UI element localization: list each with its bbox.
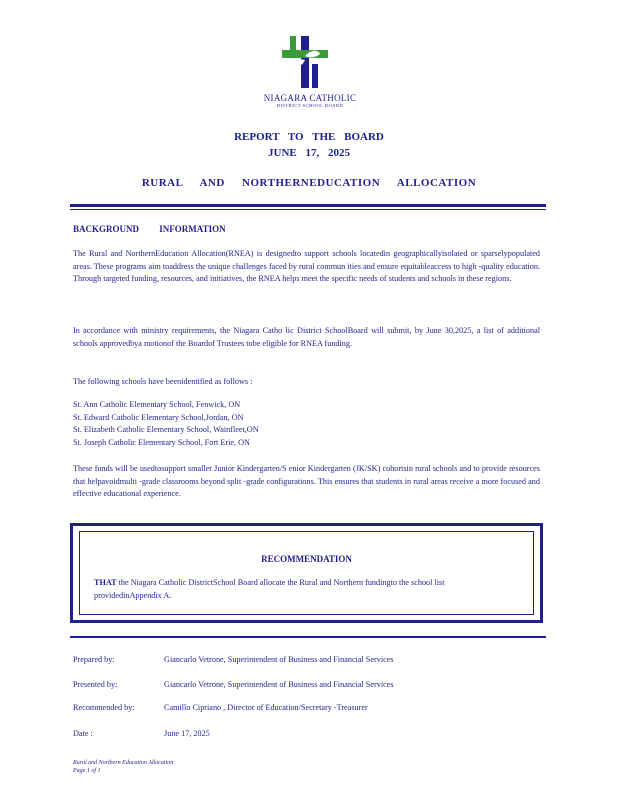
footer-title: Rural and Northern Education Allocation [73, 760, 174, 766]
school-list-item: St. Ann Catholic Elementary School, Fenwick, ON [73, 400, 241, 409]
logo-blue-bar [312, 64, 318, 88]
background-paragraph-3: The following schools have beenidentified as follows : [73, 377, 253, 386]
recommendation-box [70, 523, 543, 623]
top-rule-thick [70, 204, 546, 207]
recommended-by-row [73, 703, 368, 712]
recommendation-text [94, 577, 503, 602]
date-row [73, 729, 210, 738]
bottom-rule [70, 636, 546, 638]
report-subtitle: RURAL AND NORTHERNEDUCATION ALLOCATION [141, 177, 477, 189]
presented-by-label: Presented by: [73, 680, 118, 689]
report-date: JUNE 17, 2025 [268, 147, 350, 159]
recommendation-inner-border [79, 531, 534, 615]
background-paragraph-1: The Rural and NorthernEducation Allocation(RNEA) is designedto support schools locatedin geographicallyisolated or sparselypopulated areas. These programs aim toaddress the unique challenges faced by rural commun ities and ensure equitableaccess to high -quality education. Through targeted funding, resources, and initiatives, the RNEA helps meet the specific needs of students and schools in these regions. [73, 249, 540, 283]
prepared-by-label: Prepared by: [73, 655, 115, 664]
presented-by-row [73, 680, 394, 689]
recommended-by-value: Camillo Cipriano , Director of Education/Secretary -Treasurer [164, 703, 368, 712]
background-paragraph-2: In accordance with ministry requirements, the Niagara Catho lic District SchoolBoard will submit, by June 30,2025, a list of additional schools approvedbya motionof the Boardof Trustees tobe eligible for RNEA funding. [73, 326, 540, 348]
footer-page-number: Page 1 of 1 [73, 768, 101, 774]
logo-cross-horizontal [282, 50, 328, 58]
background-heading: BACKGROUND INFORMATION [73, 224, 226, 234]
prepared-by-row [73, 655, 394, 664]
school-list-item: St. Elizabeth Catholic Elementary School, Wainfleet,ON [73, 425, 259, 434]
school-list [73, 399, 259, 449]
school-list-item: St. Joseph Catholic Elementary School, Fort Erie, ON [73, 437, 250, 447]
logo-name: NIAGARA CATHOLIC [263, 93, 357, 103]
recommendation-body: the Niagara Catholic DistrictSchool Board allocate the Rural and Northern fundingto the school list providedinAppendix A. [94, 578, 445, 600]
report-title: REPORT TO THE BOARD [234, 131, 384, 143]
recommended-by-label: Recommended by: [73, 703, 135, 712]
page-footer [73, 759, 173, 775]
presented-by-value: Giancarlo Vetrone, Superintendent of Business and Financial Services [164, 680, 394, 689]
logo-subtitle: DISTRICT SCHOOL BOARD [276, 103, 344, 108]
prepared-by-value: Giancarlo Vetrone, Superintendent of Business and Financial Services [164, 655, 394, 664]
niagara-catholic-logo [280, 34, 330, 90]
date-label: Date : [73, 729, 93, 738]
date-value: June 17, 2025 [164, 729, 210, 738]
recommendation-title: RECOMMENDATION [261, 554, 352, 564]
background-paragraph-4: These funds will be usedtosupport smaller Junior Kindergarten/S enior Kindergarten (JK/SK) cohortsin rural schools and to provide resources that helpavoidmulti -grade classrooms beyond split -grade configurations. This ensures that students in rural areas receive a more focused and effective educational experience. [73, 464, 540, 498]
logo-green-stem [290, 36, 296, 58]
school-list-item: St. Edward Catholic Elementary School,Jordan, ON [73, 412, 244, 422]
top-rule-thin [70, 209, 546, 210]
recommendation-lead: THAT [94, 578, 117, 587]
